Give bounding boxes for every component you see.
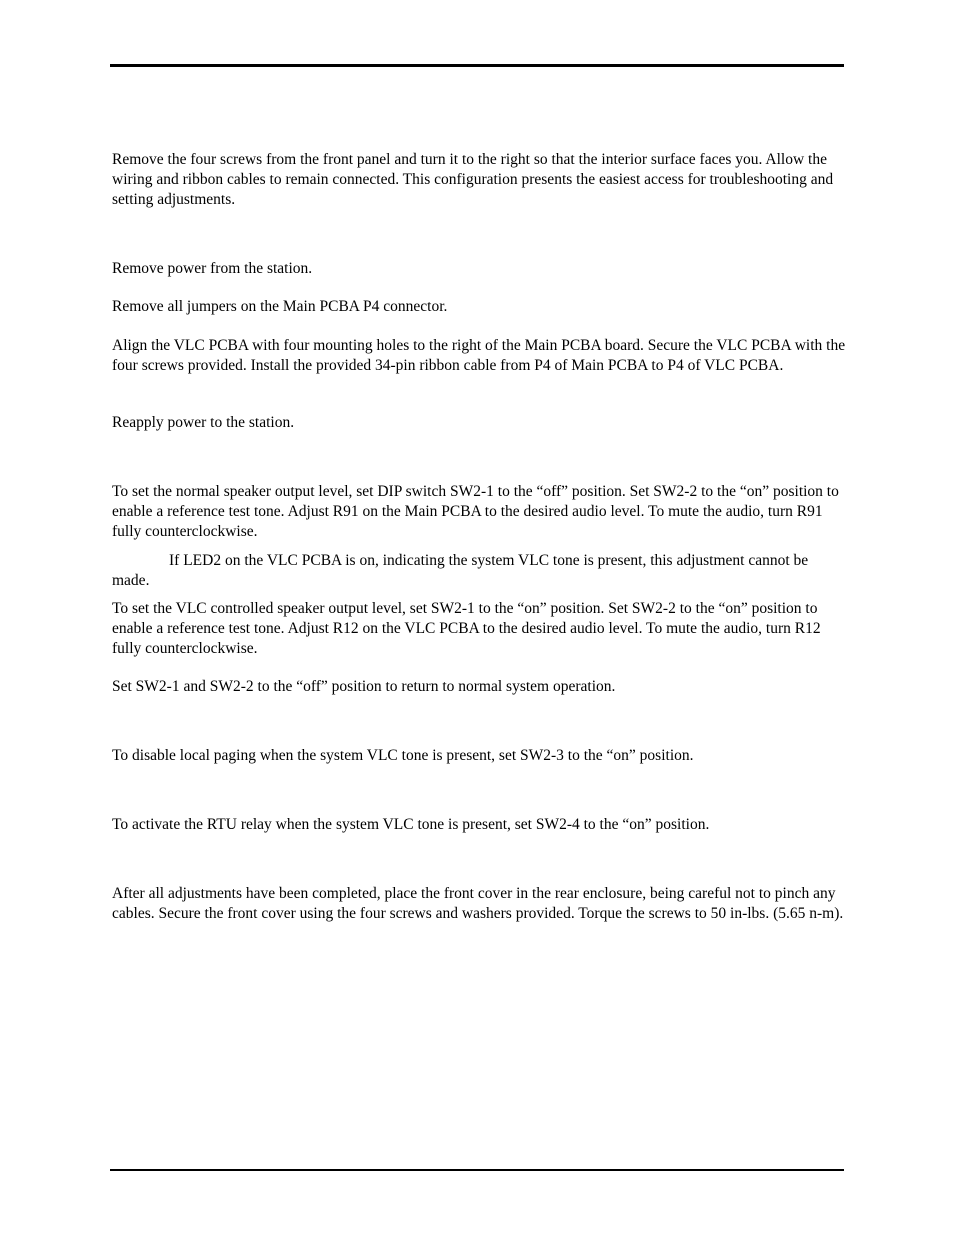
vlc-speaker-level-paragraph: To set the VLC controlled speaker output level, set SW2-1 to the “on” position. Set SW2-2 to the “on” position to enable a reference test tone. Adjust R12 on the VLC PCBA to the desired audio level. To mute the audio, turn R12 fully counterclockwise. [112,600,821,657]
reapply-power-paragraph: Reapply power to the station. [112,414,295,431]
align-vlc-paragraph: Align the VLC PCBA with four mounting holes to the right of the Main PCBA board. Secure the VLC PCBA with the four screws provided. Install the provided 34-pin ribbon cable from P4 of Main PCBA to P4 of VLC PCBA. [112,337,846,374]
disable-paging-paragraph: To disable local paging when the system VLC tone is present, set SW2-3 to the “on” position. [112,747,694,764]
normal-speaker-level-paragraph: To set the normal speaker output level, set DIP switch SW2-1 to the “off” position. Set SW2-2 to the “on” position to enable a reference test tone. Adjust R91 on the Main PCBA to the desired audio level. To mute the audio, turn R91 fully counterclockwise. [112,483,839,540]
remove-jumpers-paragraph: Remove all jumpers on the Main PCBA P4 connector. [112,298,448,315]
normal-operation-paragraph: Set SW2-1 and SW2-2 to the “off” position to return to normal system operation. [112,678,616,695]
front-cover-paragraph: After all adjustments have been completed, place the front cover in the rear enclosure, being careful not to pinch any cables. Secure the front cover using the four screws and washers provided. Torque the screws to 50 in-lbs. (5.65 n-m). [112,885,844,922]
led2-note-paragraph: If LED2 on the VLC PCBA is on, indicating the system VLC tone is present, this adjustment cannot be made. [112,552,809,589]
rtu-relay-paragraph: To activate the RTU relay when the system VLC tone is present, set SW2-4 to the “on” position. [112,816,710,833]
remove-power-paragraph: Remove power from the station. [112,260,313,277]
front-panel-paragraph: Remove the four screws from the front panel and turn it to the right so that the interior surface faces you. Allow the wiring and ribbon cables to remain connected. This configuration presents the easiest access for troubleshooting and setting adjustments. [112,151,834,208]
footer-rule [110,1169,844,1171]
header-rule [110,64,844,67]
